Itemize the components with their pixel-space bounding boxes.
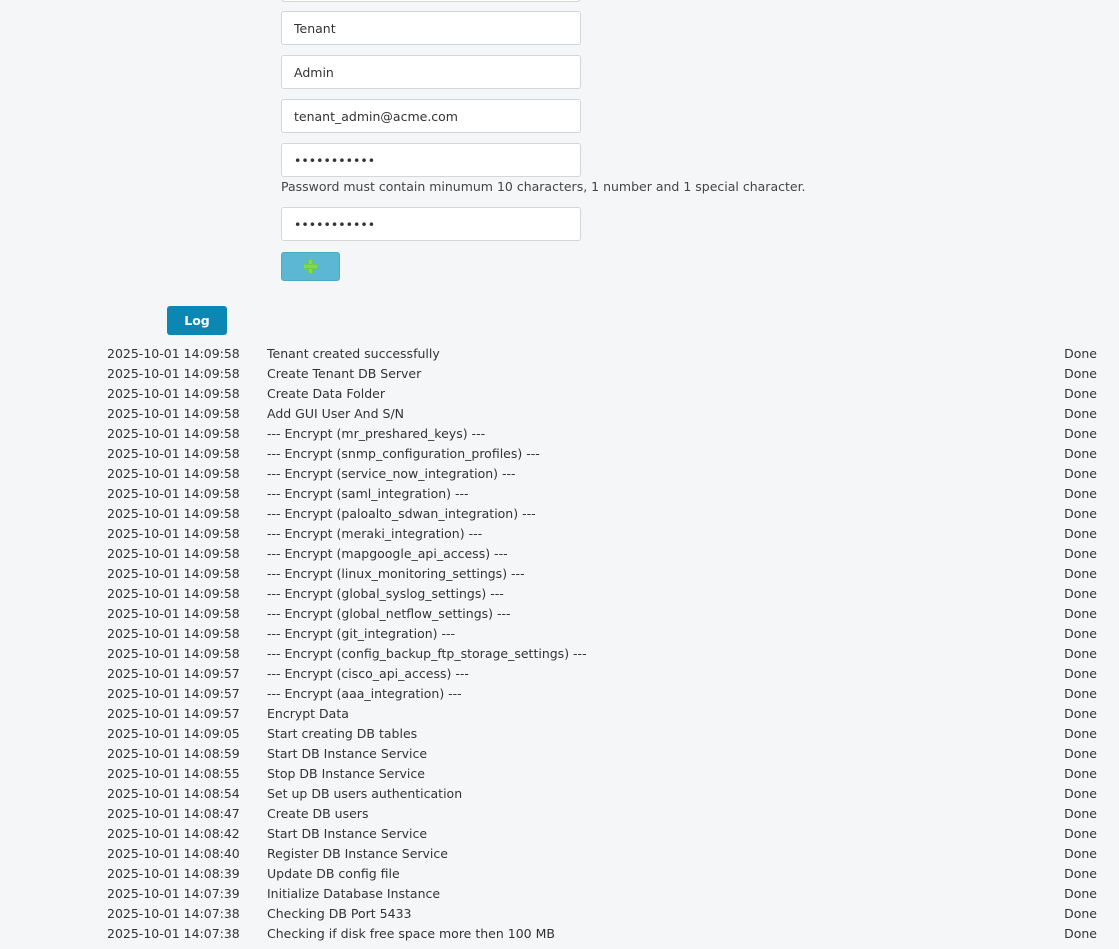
log-message: --- Encrypt (snmp_configuration_profiles) --- xyxy=(267,446,540,461)
log-status: Done xyxy=(1064,846,1097,861)
log-row xyxy=(0,484,1119,504)
log-message: --- Encrypt (mr_preshared_keys) --- xyxy=(267,426,486,441)
log-message: Create Tenant DB Server xyxy=(267,366,422,381)
log-timestamp: 2025-10-01 14:08:47 xyxy=(107,806,240,821)
log-timestamp: 2025-10-01 14:09:58 xyxy=(107,626,240,641)
last-name-input[interactable] xyxy=(281,55,581,89)
log-row xyxy=(0,584,1119,604)
log-timestamp: 2025-10-01 14:09:05 xyxy=(107,726,240,741)
log-timestamp: 2025-10-01 14:08:42 xyxy=(107,826,240,841)
log-message: Tenant created successfully xyxy=(267,346,440,361)
log-message: --- Encrypt (aaa_integration) --- xyxy=(267,686,462,701)
log-row xyxy=(0,424,1119,444)
log-timestamp: 2025-10-01 14:09:57 xyxy=(107,686,240,701)
log-row xyxy=(0,544,1119,564)
confirm-password-row xyxy=(0,207,800,241)
log-status: Done xyxy=(1064,666,1097,681)
log-message: Update DB config file xyxy=(267,866,400,881)
log-message: Stop DB Instance Service xyxy=(267,766,425,781)
password-row xyxy=(0,143,800,177)
log-message: Start DB Instance Service xyxy=(267,826,428,841)
log-row xyxy=(0,784,1119,804)
log-row xyxy=(0,724,1119,744)
log-row xyxy=(0,664,1119,684)
log-timestamp: 2025-10-01 14:08:40 xyxy=(107,846,240,861)
last-name-row xyxy=(0,55,800,89)
log-status: Done xyxy=(1064,346,1097,361)
log-timestamp: 2025-10-01 14:09:58 xyxy=(107,386,240,401)
log-row xyxy=(0,684,1119,704)
username-input[interactable] xyxy=(281,99,581,133)
log-message: Initialize Database Instance xyxy=(267,886,441,901)
log-row xyxy=(0,364,1119,384)
whitelist-row xyxy=(0,251,800,285)
log-message: Checking if disk free space more then 100 MB xyxy=(267,926,555,941)
log-row xyxy=(0,764,1119,784)
log-message: --- Encrypt (service_now_integration) --- xyxy=(267,466,516,481)
log-status: Done xyxy=(1064,526,1097,541)
log-status: Done xyxy=(1064,766,1097,781)
confirm-password-input[interactable] xyxy=(281,207,581,241)
log-timestamp: 2025-10-01 14:09:57 xyxy=(107,706,240,721)
log-status: Done xyxy=(1064,386,1097,401)
log-message: --- Encrypt (git_integration) --- xyxy=(267,626,456,641)
log-status: Done xyxy=(1064,546,1097,561)
log-row xyxy=(0,844,1119,864)
log-timestamp: 2025-10-01 14:09:58 xyxy=(107,426,240,441)
log-timestamp: 2025-10-01 14:09:58 xyxy=(107,606,240,621)
log-timestamp: 2025-10-01 14:08:54 xyxy=(107,786,240,801)
plus-icon xyxy=(303,259,318,274)
log-status: Done xyxy=(1064,806,1097,821)
log-row xyxy=(0,744,1119,764)
log-status: Done xyxy=(1064,826,1097,841)
log-status: Done xyxy=(1064,606,1097,621)
log-timestamp: 2025-10-01 14:09:58 xyxy=(107,466,240,481)
log-row xyxy=(0,804,1119,824)
password-input[interactable] xyxy=(281,143,581,177)
log-message: --- Encrypt (mapgoogle_api_access) --- xyxy=(267,546,508,561)
log-row xyxy=(0,504,1119,524)
log-row xyxy=(0,904,1119,924)
first-name-row xyxy=(0,11,800,45)
log-message: Register DB Instance Service xyxy=(267,846,448,861)
log-message: --- Encrypt (paloalto_sdwan_integration) --- xyxy=(267,506,536,521)
log-status: Done xyxy=(1064,866,1097,881)
log-row xyxy=(0,404,1119,424)
log-row xyxy=(0,604,1119,624)
log-status: Done xyxy=(1064,506,1097,521)
log-message: --- Encrypt (global_syslog_settings) --- xyxy=(267,586,504,601)
log-status: Done xyxy=(1064,586,1097,601)
log-message: Encrypt Data xyxy=(267,706,349,721)
log-message: Create Data Folder xyxy=(267,386,385,401)
log-timestamp: 2025-10-01 14:09:58 xyxy=(107,646,240,661)
log-status: Done xyxy=(1064,566,1097,581)
log-row xyxy=(0,704,1119,724)
log-message: --- Encrypt (config_backup_ftp_storage_settings) --- xyxy=(267,646,587,661)
log-message: --- Encrypt (saml_integration) --- xyxy=(267,486,469,501)
log-timestamp: 2025-10-01 14:09:58 xyxy=(107,586,240,601)
log-row xyxy=(0,624,1119,644)
log-timestamp: 2025-10-01 14:09:58 xyxy=(107,446,240,461)
log-status: Done xyxy=(1064,446,1097,461)
log-timestamp: 2025-10-01 14:09:58 xyxy=(107,486,240,501)
log-message: --- Encrypt (linux_monitoring_settings) --- xyxy=(267,566,525,581)
log-timestamp: 2025-10-01 14:09:58 xyxy=(107,406,240,421)
log-row xyxy=(0,884,1119,904)
log-status: Done xyxy=(1064,726,1097,741)
log-timestamp: 2025-10-01 14:08:55 xyxy=(107,766,240,781)
log-row xyxy=(0,824,1119,844)
log-status: Done xyxy=(1064,646,1097,661)
log-message: Create DB users xyxy=(267,806,369,821)
log-status: Done xyxy=(1064,486,1097,501)
log-status: Done xyxy=(1064,466,1097,481)
log-row xyxy=(0,564,1119,584)
log-status: Done xyxy=(1064,906,1097,921)
log-message: Start DB Instance Service xyxy=(267,746,428,761)
log-message: Set up DB users authentication xyxy=(267,786,463,801)
log-row xyxy=(0,864,1119,884)
log-timestamp: 2025-10-01 14:08:39 xyxy=(107,866,240,881)
log-status: Done xyxy=(1064,926,1097,941)
log-row xyxy=(0,444,1119,464)
log-message: --- Encrypt (meraki_integration) --- xyxy=(267,526,483,541)
log-message: Checking DB Port 5433 xyxy=(267,906,412,921)
log-status: Done xyxy=(1064,366,1097,381)
log-timestamp: 2025-10-01 14:07:38 xyxy=(107,926,240,941)
log-timestamp: 2025-10-01 14:08:59 xyxy=(107,746,240,761)
password-hint: Password must contain minumum 10 characters, 1 number and 1 special character. xyxy=(281,179,806,194)
first-name-input[interactable] xyxy=(281,11,581,45)
log-row xyxy=(0,644,1119,664)
log-message: Add GUI User And S/N xyxy=(267,406,405,421)
log-status: Done xyxy=(1064,686,1097,701)
log-status: Done xyxy=(1064,406,1097,421)
previous-input-edge xyxy=(281,0,581,2)
log-status: Done xyxy=(1064,886,1097,901)
add-whitelist-ip-button[interactable] xyxy=(281,252,340,281)
log-row xyxy=(0,384,1119,404)
log-timestamp: 2025-10-01 14:09:58 xyxy=(107,366,240,381)
log-button[interactable]: Log xyxy=(167,306,227,335)
log-row xyxy=(0,524,1119,544)
log-timestamp: 2025-10-01 14:09:57 xyxy=(107,666,240,681)
log-status: Done xyxy=(1064,426,1097,441)
log-timestamp: 2025-10-01 14:09:58 xyxy=(107,566,240,581)
log-message: --- Encrypt (cisco_api_access) --- xyxy=(267,666,469,681)
username-row xyxy=(0,99,800,133)
log-status: Done xyxy=(1064,706,1097,721)
log-message: --- Encrypt (global_netflow_settings) --- xyxy=(267,606,511,621)
log-timestamp: 2025-10-01 14:07:38 xyxy=(107,906,240,921)
log-timestamp: 2025-10-01 14:09:58 xyxy=(107,546,240,561)
log-message: Start creating DB tables xyxy=(267,726,418,741)
log-timestamp: 2025-10-01 14:09:58 xyxy=(107,346,240,361)
log-timestamp: 2025-10-01 14:09:58 xyxy=(107,526,240,541)
log-row xyxy=(0,464,1119,484)
log-status: Done xyxy=(1064,746,1097,761)
log-status: Done xyxy=(1064,786,1097,801)
log-row xyxy=(0,344,1119,364)
log-timestamp: 2025-10-01 14:09:58 xyxy=(107,506,240,521)
log-status: Done xyxy=(1064,626,1097,641)
log-list xyxy=(0,344,1119,944)
log-timestamp: 2025-10-01 14:07:39 xyxy=(107,886,240,901)
log-row xyxy=(0,924,1119,944)
